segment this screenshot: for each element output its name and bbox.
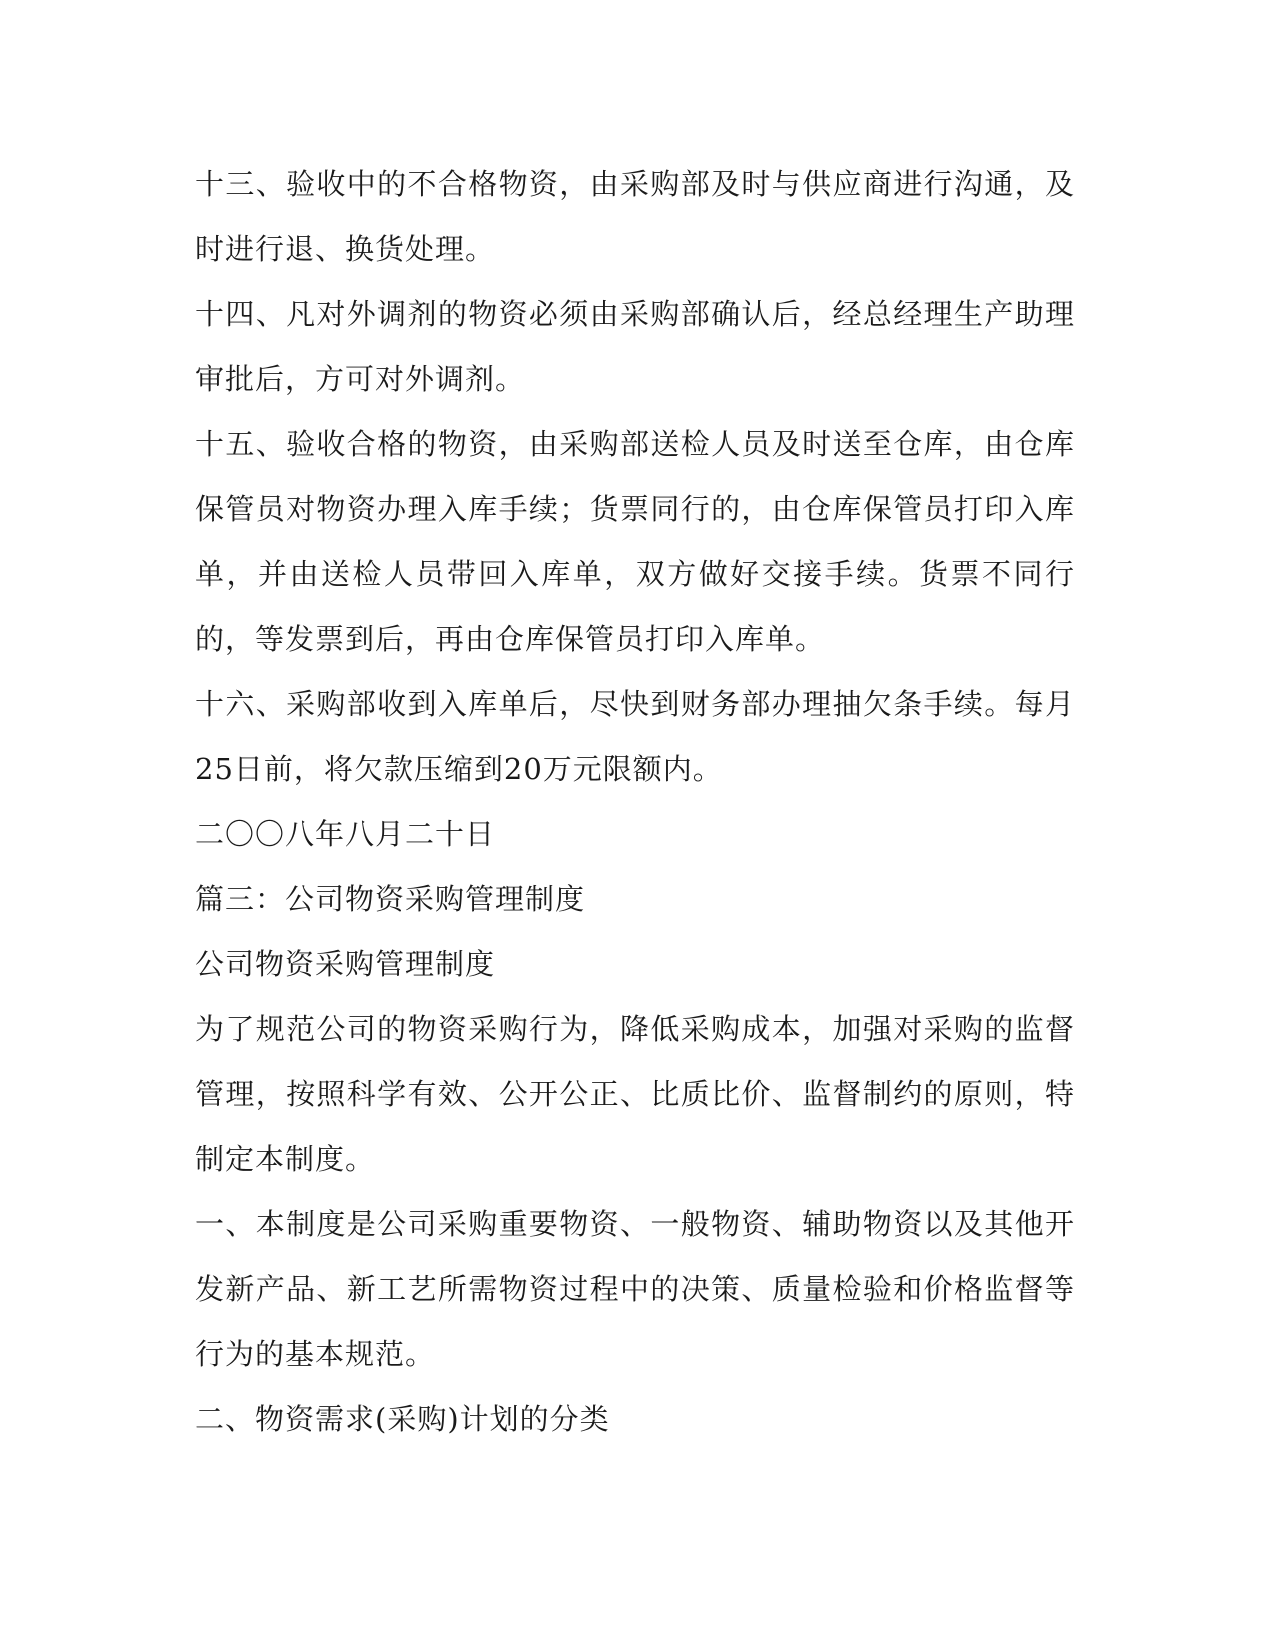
document-date: 二〇〇八年八月二十日 xyxy=(195,817,496,851)
document-title: 公司物资采购管理制度 xyxy=(195,947,496,981)
paragraph-article-16: 十六、采购部收到入库单后，尽快到财务部办理抽欠条手续。每月25日前，将欠款压缩到20万元限额内。 xyxy=(195,687,1075,786)
document-body xyxy=(195,152,1075,1452)
paragraph-article-15: 十五、验收合格的物资，由采购部送检人员及时送至仓库，由仓库保管员对物资办理入库手续；货票同行的，由仓库保管员打印入库单，并由送检人员带回入库单，双方做好交接手续。货票不同行的，等发票到后，再由仓库保管员打印入库单。 xyxy=(195,427,1075,656)
paragraph-article-14: 十四、凡对外调剂的物资必须由采购部确认后，经总经理生产助理审批后，方可对外调剂。 xyxy=(195,297,1075,396)
paragraph-article-2: 二、物资需求(采购)计划的分类 xyxy=(195,1402,610,1436)
chapter-heading: 篇三：公司物资采购管理制度 xyxy=(195,882,586,916)
paragraph-article-13: 十三、验收中的不合格物资，由采购部及时与供应商进行沟通，及时进行退、换货处理。 xyxy=(195,167,1075,266)
paragraph-preamble: 为了规范公司的物资采购行为，降低采购成本，加强对采购的监督管理，按照科学有效、公开公正、比质比价、监督制约的原则，特制定本制度。 xyxy=(195,1012,1075,1176)
paragraph-article-1: 一、本制度是公司采购重要物资、一般物资、辅助物资以及其他开发新产品、新工艺所需物资过程中的决策、质量检验和价格监督等行为的基本规范。 xyxy=(195,1207,1075,1371)
